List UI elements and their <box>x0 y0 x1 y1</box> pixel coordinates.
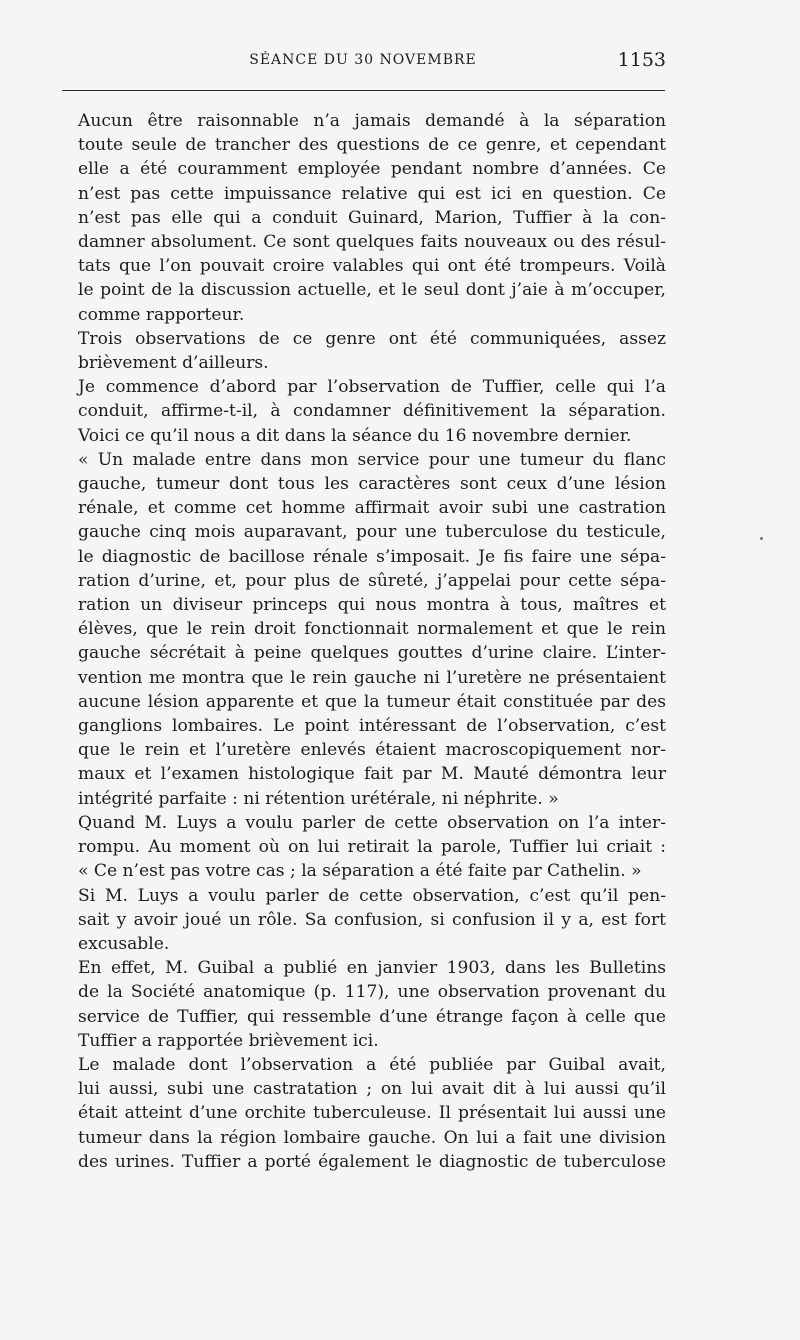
text-line: rénale, et comme cet homme affirmait avoir subi une castration <box>78 498 666 519</box>
text-line: gauche cinq mois auparavant, pour une tuberculose du testicule, <box>78 522 666 543</box>
text-line: le diagnostic de bacillose rénale s’imposait. Je fis faire une sépa- <box>78 546 666 567</box>
text-line: Le malade dont l’observation a été publiée par Guibal avait, <box>78 1054 666 1075</box>
text-line: elle a été couramment employée pendant nombre d’années. Ce <box>78 159 666 180</box>
text-line: En effet, M. Guibal a publié en janvier 1903, dans les Bulletins <box>78 958 666 979</box>
text-line: des urines. Tuffier a porté également le diagnostic de tuberculose <box>78 1151 666 1172</box>
margin-speck <box>760 537 763 540</box>
text-line: Quand M. Luys a voulu parler de cette observation on l’a inter- <box>78 812 666 833</box>
text-line: de la Société anatomique (p. 117), une observation provenant du <box>78 982 666 1003</box>
text-line: élèves, que le rein droit fonctionnait normalement et que le rein <box>78 619 666 640</box>
text-line: le point de la discussion actuelle, et le seul dont j’aie à m’occuper, <box>78 280 666 301</box>
paragraph <box>60 1053 666 1174</box>
text-line: tats que l’on pouvait croire valables qui ont été trompeurs. Voilà <box>78 256 666 277</box>
text-line: ganglions lombaires. Le point intéressant de l’observation, c’est <box>78 716 666 737</box>
text-line: gauche sécrétait à peine quelques gouttes d’urine claire. L’inter- <box>78 643 666 664</box>
text-line: « Un malade entre dans mon service pour une tumeur du flanc <box>78 449 666 470</box>
text-line: service de Tuffier, qui ressemble d’une étrange façon à celle que <box>78 1006 666 1027</box>
paragraph <box>60 327 666 375</box>
text-line: damner absolument. Ce sont quelques faits nouveaux ou des résul- <box>78 232 666 253</box>
text-line: Tuffier a rapportée brièvement ici. <box>78 1030 379 1051</box>
page-header <box>60 48 666 82</box>
text-line: aucune lésion apparente et que la tumeur était constituée par des <box>78 691 666 712</box>
text-line: Voici ce qu’il nous a dit dans la séance du 16 novembre dernier. <box>78 425 632 446</box>
text-line: gauche, tumeur dont tous les caractères sont ceux d’une lésion <box>78 474 666 495</box>
body-text <box>60 109 666 1174</box>
text-line: n’est pas elle qui a conduit Guinard, Marion, Tuffier à la con- <box>78 207 666 228</box>
paragraph <box>60 811 666 884</box>
text-line: n’est pas cette impuissance relative qui est ici en question. Ce <box>78 183 666 204</box>
paragraph <box>60 884 666 957</box>
text-line: Je commence d’abord par l’observation de Tuffier, celle qui l’a <box>78 377 666 398</box>
text-line: Si M. Luys a voulu parler de cette observation, c’est qu’il pen- <box>78 885 666 906</box>
text-line: conduit, affirme-t-il, à condamner définitivement la séparation. <box>78 401 666 422</box>
text-line: sait y avoir joué un rôle. Sa confusion, si confusion il y a, est fort <box>78 909 666 930</box>
text-line: maux et l’examen histologique fait par M. Mauté démontra leur <box>78 764 666 785</box>
running-title: SÉANCE DU 30 NOVEMBRE <box>249 52 477 68</box>
text-line: était atteint d’une orchite tuberculeuse. Il présentait lui aussi une <box>78 1103 666 1124</box>
text-line: excusable. <box>78 933 170 954</box>
text-line: comme rapporteur. <box>78 304 245 325</box>
paragraph <box>60 375 666 448</box>
text-line: « Ce n’est pas votre cas ; la séparation a été faite par Cathelin. » <box>78 861 642 882</box>
text-line: que le rein et l’uretère enlevés étaient macroscopiquement nor- <box>78 740 666 761</box>
header-rule <box>62 90 665 91</box>
paragraph <box>60 448 666 811</box>
text-line: Trois observations de ce genre ont été communiquées, assez <box>78 328 666 349</box>
paragraph <box>60 956 666 1053</box>
paragraph <box>60 109 666 327</box>
text-line: rompu. Au moment où on lui retirait la parole, Tuffier lui criait : <box>78 837 666 858</box>
text-line: tumeur dans la région lombaire gauche. On lui a fait une division <box>78 1127 666 1148</box>
text-line: lui aussi, subi une castratation ; on lui avait dit à lui aussi qu’il <box>78 1079 666 1100</box>
page-number: 1153 <box>617 49 666 71</box>
text-line: toute seule de trancher des questions de ce genre, et cependant <box>78 135 666 156</box>
text-line: intégrité parfaite : ni rétention urétérale, ni néphrite. » <box>78 788 559 809</box>
text-line: brièvement d’ailleurs. <box>78 353 269 374</box>
text-line: vention me montra que le rein gauche ni l’uretère ne présentaient <box>78 667 666 688</box>
text-line: ration un diviseur princeps qui nous montra à tous, maîtres et <box>78 595 666 616</box>
text-line: Aucun être raisonnable n’a jamais demandé à la séparation <box>78 111 666 131</box>
text-line: ration d’urine, et, pour plus de sûreté, j’appelai pour cette sépa- <box>78 570 666 591</box>
